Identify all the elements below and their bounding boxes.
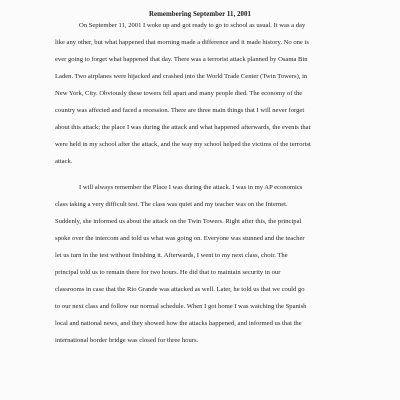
paragraph-2-line-2: class taking a very difficult test. The class was quiet and my teacher was on the Internet. xyxy=(55,201,288,208)
paragraph-2-line-7: classrooms in case that the Rio Grande was attacked as well. Later, he told us that we could go xyxy=(55,286,305,293)
paragraph-1-line-2: like any other, but what happened that morning made a difference and it made history. No one is xyxy=(55,39,309,46)
paragraph-1-line-8: were held in my school after the attack, and the way my school helped the victims of the terrorist xyxy=(55,141,311,148)
page-title: Remembering September 11, 2001 xyxy=(148,11,252,18)
paragraph-2-line-1: I will always remember the Place I was during the attack. I was in my AP economics xyxy=(79,184,303,191)
paragraph-2-line-4: spoke over the intercom and told us what was going on. Everyone was stunned and the teacher xyxy=(55,235,305,242)
paragraph-2-line-5: let us turn in the test without finishing it. Afterwards, I went to my next class, choir. The xyxy=(55,252,288,259)
paragraph-1-line-9: attack. xyxy=(55,158,73,165)
paragraph-1-line-7: about this attack; the place I was during the attack and what happened afterwards, the events that xyxy=(55,124,311,131)
paragraph-2-line-10: international border bridge was closed for three hours. xyxy=(55,337,199,344)
paragraph-1-line-1: On September 11, 2001 I woke up and got ready to go to school as usual. It was a day xyxy=(79,22,306,29)
paragraph-1-line-3: ever going to forget what happened that day. There was a terrorist attack planned by Osama Bin xyxy=(55,56,308,63)
paragraph-1-line-4: Laden. Two airplanes were hijacked and crashed into the World Trade Center (Twin Towers), in xyxy=(55,73,308,80)
paragraph-1-line-5: New York, City. Obviously these towers fell apart and many people died. The economy of the xyxy=(55,90,303,97)
paragraph-2-line-8: to our next class and follow our normal schedule. When I got home I was watching the Spanish xyxy=(55,303,307,310)
paragraph-2-line-9: local and national news, and they showed how the attacks happened, and informed us that the xyxy=(55,320,302,327)
paragraph-1-line-6: country was affected and faced a recession. There are three main things that I will never forget xyxy=(55,107,305,114)
paragraph-2-line-3: Suddenly, she informed us about the attack on the Twin Towers. Right after this, the principal xyxy=(55,218,302,225)
paragraph-2-line-6: principal told us to remain there for two hours. He did that to maintain security in our xyxy=(55,269,281,276)
